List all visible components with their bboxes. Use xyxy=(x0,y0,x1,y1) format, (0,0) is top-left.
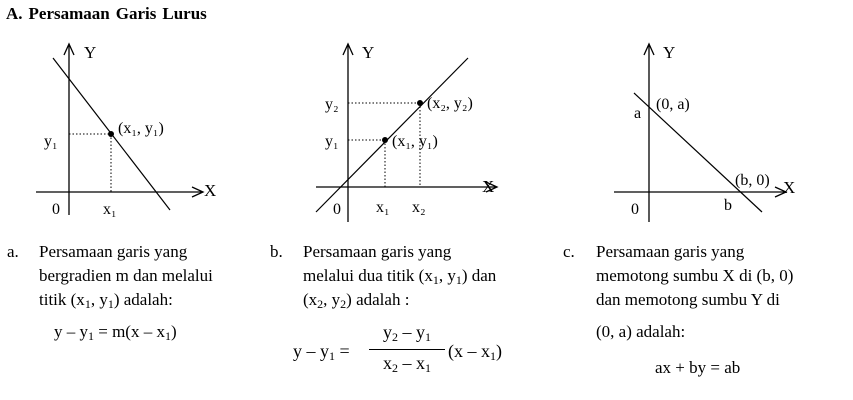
item-b-formula xyxy=(293,322,533,387)
item-b-line-3: ($x_2$, $y_2$) adalah : xyxy=(303,290,410,311)
item-c-line-4: (0, a) adalah: xyxy=(596,322,686,341)
item-a-line-1: Persamaan garis yang xyxy=(39,242,188,261)
graph-a-point xyxy=(108,131,114,137)
graph-a-y-tick: y₁ xyxy=(44,133,58,150)
item-c xyxy=(563,240,848,350)
item-b-line-2: melalui dua titik ($x_1$, $y_1$) dan xyxy=(303,266,497,287)
graph-c-y-label: Y xyxy=(663,43,676,62)
graph-a-x-tick: x₁ xyxy=(103,201,117,218)
graph-b-point-1 xyxy=(382,137,388,143)
graph-b-point-2 xyxy=(417,100,423,106)
graph-b-y-label: Y xyxy=(362,43,375,62)
graph-c xyxy=(614,43,795,222)
graph-a xyxy=(36,43,216,218)
graph-b xyxy=(316,43,497,222)
item-c-line-3: dan memotong sumbu Y di xyxy=(596,290,780,309)
title-word-3: Lurus xyxy=(162,4,207,23)
item-a-formula: $y - y_1 = m(x - x_1)$ xyxy=(54,322,177,343)
item-a-mark: a. xyxy=(7,242,19,261)
item-b-formula-lhs: y – $y_1$ = xyxy=(293,341,350,363)
item-b xyxy=(270,240,555,320)
section-letter: A. xyxy=(6,4,23,23)
item-c-formula: ax + by = ab xyxy=(655,358,741,377)
graph-a-y-label: Y xyxy=(84,43,97,62)
graph-c-a-tick: a xyxy=(634,105,642,122)
graph-b-x-tick-2: x₂ xyxy=(412,199,426,216)
graph-a-x-label: X xyxy=(204,181,217,200)
graph-b-x-tick-1: x₁ xyxy=(376,199,390,216)
graph-b-point-1-label: (x₁, y₁) xyxy=(392,133,438,150)
item-b-fraction-denominator: $x_2 - x_1$ xyxy=(383,353,431,375)
graph-c-b-tick: b xyxy=(724,197,732,214)
graph-c-line xyxy=(634,93,762,212)
item-b-fraction-numerator: $y_2 - y_1$ xyxy=(383,322,431,344)
graph-c-y-intercept-label: (0, a) xyxy=(656,96,690,113)
graph-a-point-label: (x₁, y₁) xyxy=(118,120,164,137)
item-b-fraction-bar xyxy=(369,349,445,350)
graph-a-origin: 0 xyxy=(52,201,60,218)
graph-c-x-intercept-label: (b, 0) xyxy=(735,172,770,189)
item-a-line-2: bergradien m dan melalui xyxy=(39,266,213,285)
item-b-line-1: Persamaan garis yang xyxy=(303,242,452,261)
title-word-1: Persamaan xyxy=(28,4,110,23)
item-c-line-2: memotong sumbu X di (b, 0) xyxy=(596,266,794,285)
graph-b-y-tick-2: y₂ xyxy=(325,96,339,113)
item-b-fraction xyxy=(369,322,445,382)
graph-b-origin: 0 xyxy=(333,201,341,218)
item-b-mark: b. xyxy=(270,242,283,261)
item-a xyxy=(7,240,262,320)
item-c-mark: c. xyxy=(563,242,575,261)
graph-c-origin: 0 xyxy=(631,201,639,218)
item-b-formula-rhs: $(x - x_1)$ xyxy=(448,341,502,363)
graph-b-x-label: X xyxy=(482,177,495,196)
title-word-2: Garis xyxy=(115,4,157,23)
graph-b-y-tick-1: y₁ xyxy=(325,133,339,150)
item-c-line-1: Persamaan garis yang xyxy=(596,242,745,261)
item-a-line-3: titik ($x_1$, $y_1$) adalah: xyxy=(39,290,173,311)
graph-c-x-label: X xyxy=(783,178,796,197)
graph-b-point-2-label: (x₂, y₂) xyxy=(427,95,473,112)
